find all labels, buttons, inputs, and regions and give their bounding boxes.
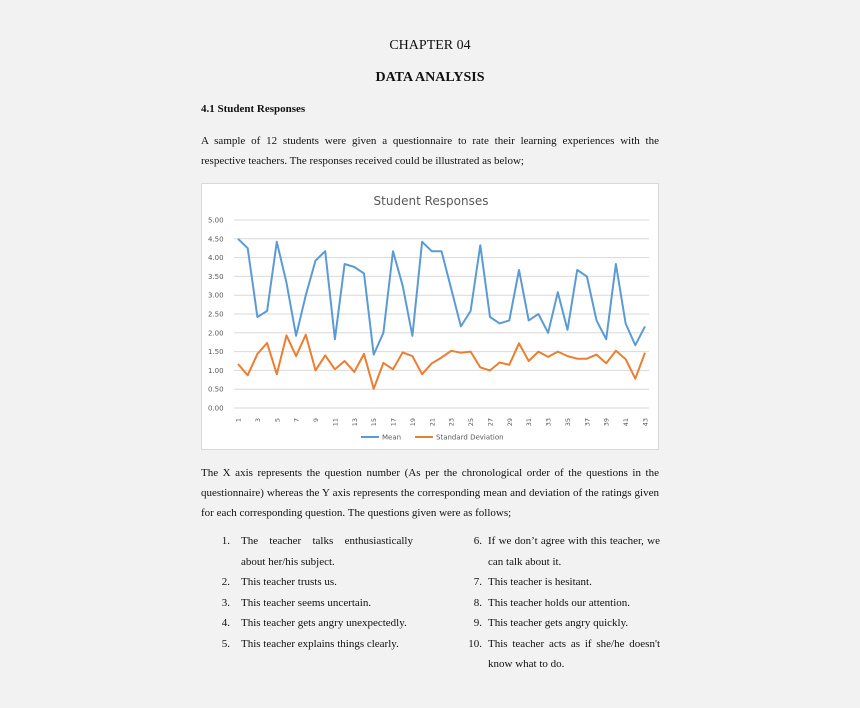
x-tick-label: 9 (312, 418, 321, 423)
question-text: The teacher talks enthusiastically about her/his subject. (241, 535, 413, 568)
question-number: 1. (221, 535, 230, 547)
x-tick-label: 29 (505, 418, 514, 427)
y-tick-label: 5.00 (208, 216, 224, 225)
question-number: 10. (468, 637, 482, 650)
x-tick-label: 33 (544, 418, 553, 427)
question-text: This teacher seems uncertain. (241, 596, 372, 609)
question-text: This teacher holds our attention. (488, 596, 631, 609)
x-tick-label: 1 (234, 418, 243, 423)
y-tick-label: 0.50 (208, 385, 224, 394)
y-tick-label: 2.50 (208, 310, 224, 319)
x-tick-label: 35 (563, 418, 572, 427)
x-tick-label: 15 (370, 418, 379, 427)
question-item (460, 593, 660, 614)
x-tick-label: 25 (467, 418, 476, 427)
student-responses-chart (201, 183, 659, 450)
x-tick-label: 23 (447, 418, 456, 427)
legend-label: Standard Deviation (436, 433, 504, 442)
y-tick-label: 0.00 (208, 404, 224, 413)
x-tick-label: 7 (292, 418, 301, 423)
question-item (213, 634, 413, 655)
question-item (460, 634, 660, 675)
question-text: This teacher is hesitant. (488, 576, 592, 588)
question-item (460, 613, 660, 634)
x-tick-label: 17 (389, 418, 398, 427)
question-item (460, 572, 660, 593)
x-tick-label: 19 (408, 418, 417, 427)
question-item (213, 593, 413, 614)
x-tick-label: 11 (331, 418, 340, 427)
chart-title: Student Responses (373, 194, 489, 208)
series-line-standard-deviation (238, 335, 645, 389)
question-text: If we don’t agree with this teacher, we can talk about it. (488, 535, 660, 568)
y-tick-label: 2.00 (208, 329, 224, 338)
y-tick-label: 1.50 (208, 348, 224, 357)
y-tick-label: 3.50 (208, 272, 224, 281)
question-text: This teacher acts as if she/he doesn't know what to do. (488, 637, 660, 670)
question-number: 5. (221, 637, 230, 650)
question-list-left (213, 531, 413, 654)
question-text: This teacher gets angry quickly. (488, 617, 629, 629)
x-tick-label: 41 (622, 418, 631, 427)
question-text: This teacher explains things clearly. (241, 637, 399, 650)
x-tick-label: 3 (253, 418, 262, 423)
y-tick-label: 3.00 (208, 291, 224, 300)
chapter-number: CHAPTER 04 (389, 38, 471, 53)
question-number: 6. (473, 535, 482, 547)
x-tick-label: 37 (583, 418, 592, 427)
y-tick-label: 4.00 (208, 254, 224, 263)
question-number: 2. (221, 576, 230, 588)
chart-svg (202, 184, 660, 451)
x-tick-label: 5 (273, 418, 282, 423)
series-line-mean (238, 239, 645, 355)
question-number: 4. (221, 617, 230, 629)
question-number: 7. (473, 576, 482, 588)
question-item (213, 531, 413, 572)
y-tick-label: 1.00 (208, 366, 224, 375)
question-number: 3. (221, 596, 230, 609)
x-tick-label: 31 (525, 418, 534, 427)
x-tick-label: 43 (641, 418, 650, 427)
question-item (213, 572, 413, 593)
section-heading: 4.1 Student Responses (201, 103, 306, 115)
explanation-paragraph: The X axis represents the question number (As per the chronological order of the questions in the questionnaire) whereas the Y axis represents the corresponding mean and deviation of the ratings given for each corresponding question. The questions given were as follows; (201, 467, 659, 519)
intro-paragraph: A sample of 12 students were given a questionnaire to rate their learning experiences with the respective teachers. The responses received could be illustrated as below; (201, 135, 659, 167)
question-item (213, 613, 413, 634)
x-tick-label: 21 (428, 418, 437, 427)
question-text: This teacher gets angry unexpectedly. (241, 617, 407, 629)
x-tick-label: 39 (602, 418, 611, 427)
question-number: 9. (473, 617, 482, 629)
x-tick-label: 27 (486, 418, 495, 427)
legend-label: Mean (382, 433, 402, 442)
question-text: This teacher trusts us. (241, 576, 337, 588)
x-tick-label: 13 (350, 418, 359, 427)
question-number: 8. (473, 596, 482, 609)
question-item (460, 531, 660, 572)
question-list-right (460, 531, 660, 675)
y-tick-label: 4.50 (208, 235, 224, 244)
chapter-title: DATA ANALYSIS (375, 70, 485, 85)
